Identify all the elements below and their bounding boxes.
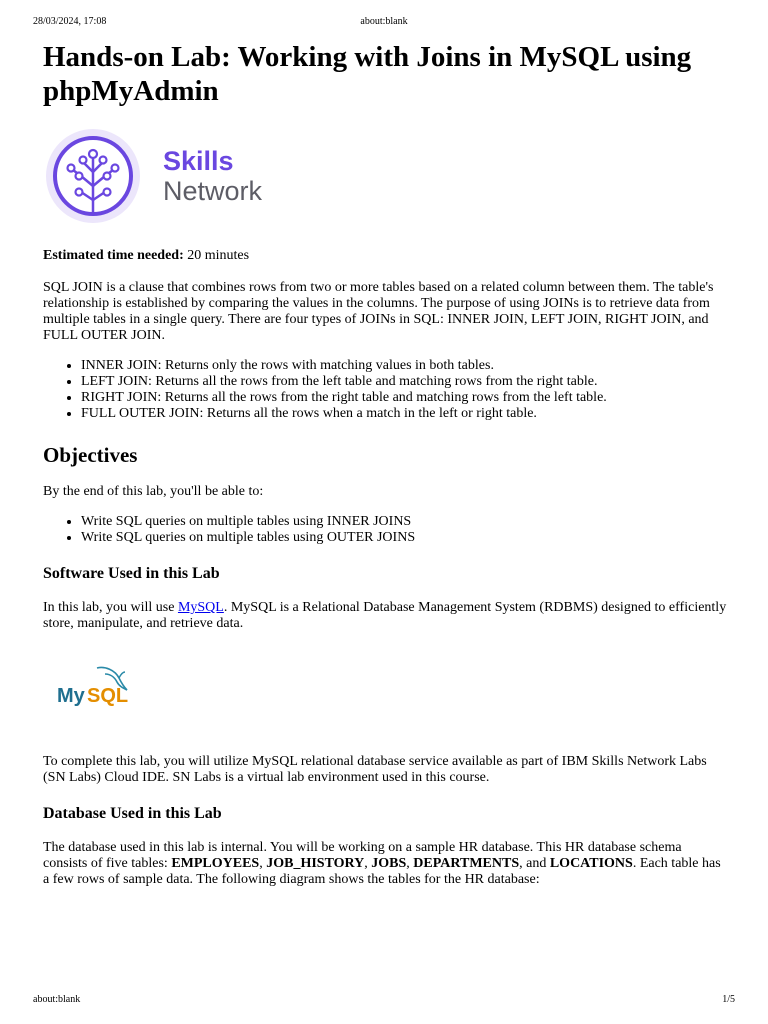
objectives-list: [43, 514, 728, 546]
intro-paragraph: SQL JOIN is a clause that combines rows from two or more tables based on a related column between them. The table's relationship is established by comparing the values in the columns. The purpose of using JOINs is to retrieve data from multiple tables in a single query. There are four types of JOINs in SQL: INNER JOIN, LEFT JOIN, RIGHT JOIN, and FULL OUTER JOIN.: [43, 280, 714, 343]
list-item: • INNER JOIN: Returns only the rows with matching values in both tables.: [81, 358, 728, 374]
estimated-time-value: 20 minutes: [183, 248, 250, 263]
objectives-intro: By the end of this lab, you'll be able to:: [43, 484, 264, 499]
print-header: [0, 16, 768, 30]
print-page-title: about:blank: [360, 16, 408, 27]
db-table-jobs: JOBS: [371, 856, 407, 871]
db-table-employees: EMPLOYEES: [171, 856, 260, 871]
mysql-dolphin-icon: [57, 662, 137, 712]
separator: ,: [406, 856, 414, 871]
print-datetime: 28/03/2024, 17:08: [33, 16, 107, 27]
separator: ,: [259, 856, 267, 871]
list-item: • LEFT JOIN: Returns all the rows from the left table and matching rows from the right table.: [81, 374, 728, 390]
svg-text:SQL: SQL: [87, 685, 129, 707]
skills-network-tree-icon: [43, 128, 147, 228]
document-body: [43, 40, 728, 888]
db-table-departments: DEPARTMENTS: [413, 856, 520, 871]
software-post: . MySQL is a Relational Database Management System (RDBMS) designed to efficiently store, manipulate, and retrieve data.: [43, 600, 727, 631]
list-item: • Write SQL queries on multiple tables using INNER JOINS: [81, 514, 728, 530]
mysql-logo: [43, 654, 728, 734]
database-heading: Database Used in this Lab: [43, 805, 222, 822]
print-url: about:blank: [33, 994, 81, 1005]
list-item: • FULL OUTER JOIN: Returns all the rows when a match in the left or right table.: [81, 406, 728, 422]
estimated-time-label: Estimated time needed:: [43, 248, 184, 263]
logo-line2: Network: [163, 176, 263, 206]
database-paragraph: [43, 840, 728, 888]
software-heading: Software Used in this Lab: [43, 565, 220, 582]
join-types-list: [43, 358, 728, 422]
software-pre: In this lab, you will use: [43, 600, 178, 615]
print-page-number: 1/5: [722, 994, 735, 1005]
estimated-time: [43, 248, 728, 264]
db-table-job-history: JOB_HISTORY: [266, 856, 365, 871]
list-item: • RIGHT JOIN: Returns all the rows from the right table and matching rows from the left table.: [81, 390, 728, 406]
complete-paragraph: To complete this lab, you will utilize MySQL relational database service available as part of IBM Skills Network Labs (SN Labs) Cloud IDE. SN Labs is a virtual lab environment used in this course.: [43, 754, 707, 785]
software-paragraph: [43, 600, 728, 632]
page-title: Hands-on Lab: Working with Joins in MySQL using phpMyAdmin: [43, 41, 692, 107]
separator: , and: [519, 856, 550, 871]
list-item: • Write SQL queries on multiple tables using OUTER JOINS: [81, 530, 728, 546]
mysql-link[interactable]: MySQL: [177, 600, 224, 615]
objectives-heading: Objectives: [43, 443, 138, 467]
separator: ,: [364, 856, 372, 871]
svg-text:My: My: [57, 685, 85, 707]
print-footer: [0, 994, 768, 1008]
logo-line1: Skills: [163, 146, 234, 176]
db-table-locations: LOCATIONS: [549, 856, 633, 871]
skills-network-logo: [43, 128, 728, 228]
db-post: . Each table has a few rows of sample data. The following diagram shows the tables for the HR database:: [43, 856, 721, 887]
db-pre: The database used in this lab is internal. You will be working on a sample HR database. This HR database schema consists of five tables:: [43, 840, 682, 871]
